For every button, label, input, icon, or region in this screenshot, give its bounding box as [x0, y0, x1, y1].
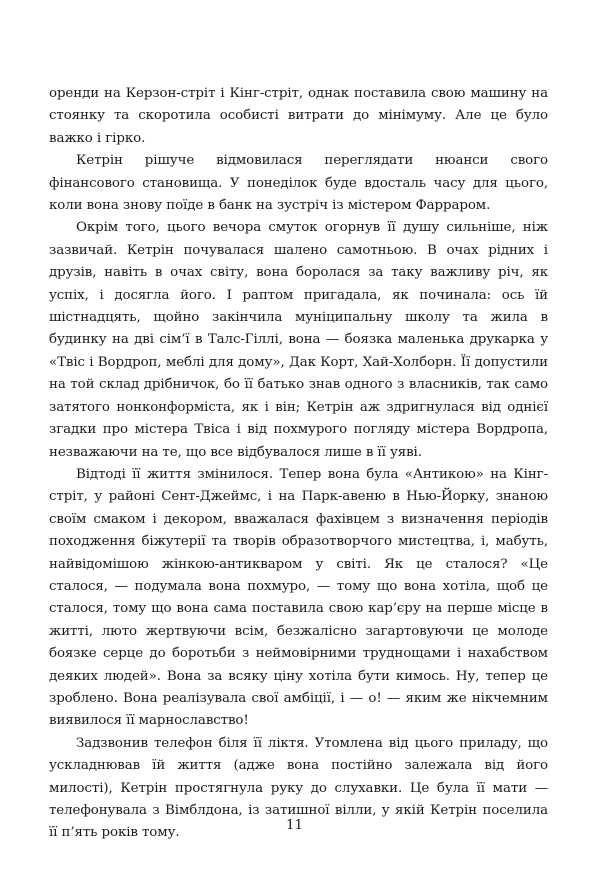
paragraph-5: Задзвонив телефон біля її ліктя. Утомлена від цього приладу, що ускладнював їй життя (адже вона постійно залежала від його милості), Кетрін простягнула руку до слухавки. Це була її мати — телефонувала з Вімблдона, із затишної вілли, у якій Кетрін поселила її п’ять років тому.	[49, 735, 548, 841]
paragraph-3: Окрім того, цього вечора смуток огорнув її душу сильніше, ніж зазвичай. Кетрін почувалася шалено самотньою. В очах рідних і друзів, навіть в очах світу, вона боролася за таку важливу річ, як успіх, і досягла його. І раптом пригадала, як починала: ось їй шістнадцять, щойно закінчила муніципальну школу та жила в будинку на дві сім’ї в Талс-Гіллі, вона — боязка маленька друкарка у «Твіс і Вордроп, меблі для дому», Дак Корт, Хай-Холборн. Її допустили на той склад дрібничок, бо її батько знав одного з власників, так само затятого нонконформіста, як і він; Кетрін аж здригнулася від однієї згадки про містера Твіса і від похмурого погляду містера Вордропа, незважаючи на те, що все відбувалося лише в її уяві.	[49, 220, 548, 460]
page-body	[49, 83, 548, 845]
paragraph-1: оренди на Керзон-стріт і Кінг-стріт, однак поставила свою машину на стоянку та скоротила особисті витрати до мінімуму. Але це було важко і гірко.	[49, 86, 548, 146]
paragraph-4: Відтоді її життя змінилося. Тепер вона була «Антикою» на Кінг-стріт, у районі Сент-Джеймс, і на Парк-авеню в Нью-Йорку, знаною своїм смаком і декором, вважалася фахівцем з визначення періодів походження біжутерії та творів образотворчого мистецтва, і, мабуть, найвідомішою жінкою-антикваром у світі. Як це сталося? «Це сталося, — подумала вона похмуро, — тому що вона хотіла, щоб це сталося, тому що вона сама поставила свою кар’єру на перше місце в житті, люто жертвуючи всім, безжалісно загартовуючи це молоде боязке серце до боротьби з неймовірними труднощами і нахабством деяких людей». Вона за всяку ціну хотіла бути кимось. Ну, тепер це зроблено. Вона реалізувала свої амбіції, і — о! — яким же нікчемним виявилося її марнославство!	[49, 466, 548, 729]
paragraph-2: Кетрін рішуче відмовилася переглядати нюанси свого фінансового становища. У понеділок буде вдосталь часу для цього, коли вона знову поїде в банк на зустріч із містером Фарраром.	[49, 153, 548, 214]
page-number: 11	[285, 818, 304, 833]
